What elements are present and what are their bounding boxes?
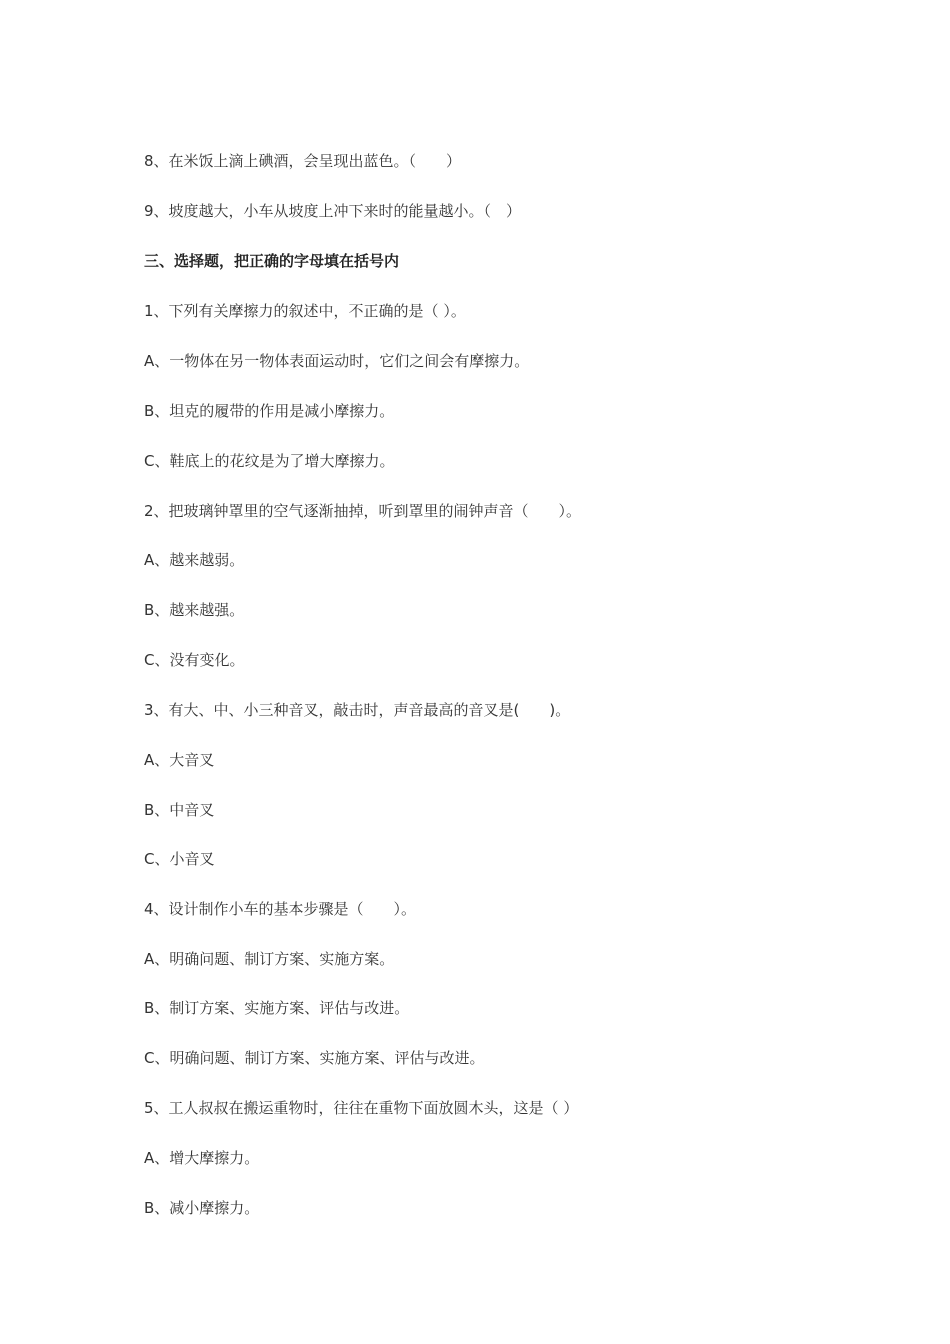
- question-1-option-c: C、鞋底上的花纹是为了增大摩擦力。: [144, 452, 395, 470]
- question-5-option-a: A、增大摩擦力。: [144, 1149, 260, 1167]
- question-2-option-b: B、越来越强。: [144, 601, 245, 619]
- question-2: 2、把玻璃钟罩里的空气逐渐抽掉，听到罩里的闹钟声音（ ）。: [144, 502, 582, 520]
- question-true-false-8: 8、在米饭上滴上碘酒，会呈现出蓝色。（ ）: [144, 152, 462, 170]
- section-heading: 三、选择题，把正确的字母填在括号内: [144, 252, 400, 270]
- question-3-option-a: A、大音叉: [144, 751, 215, 769]
- question-3: 3、有大、中、小三种音叉，敲击时，声音最高的音叉是( )。: [144, 701, 571, 719]
- question-5: 5、工人叔叔在搬运重物时，往往在重物下面放圆木头，这是（ ）: [144, 1099, 579, 1117]
- question-1: 1、下列有关摩擦力的叙述中，不正确的是（ ）。: [144, 302, 466, 320]
- question-4-option-b: B、制订方案、实施方案、评估与改进。: [144, 999, 410, 1017]
- question-2-option-a: A、越来越弱。: [144, 551, 245, 569]
- question-4-option-c: C、明确问题、制订方案、实施方案、评估与改进。: [144, 1049, 485, 1067]
- question-3-option-b: B、中音叉: [144, 801, 215, 819]
- question-5-option-b: B、减小摩擦力。: [144, 1199, 260, 1217]
- question-2-option-c: C、没有变化。: [144, 651, 245, 669]
- question-4-option-a: A、明确问题、制订方案、实施方案。: [144, 950, 395, 968]
- question-4: 4、设计制作小车的基本步骤是（ ）。: [144, 900, 417, 918]
- question-3-option-c: C、小音叉: [144, 850, 215, 868]
- question-1-option-b: B、坦克的履带的作用是减小摩擦力。: [144, 402, 395, 420]
- question-true-false-9: 9、坡度越大，小车从坡度上冲下来时的能量越小。（ ）: [144, 202, 522, 220]
- question-1-option-a: A、一物体在另一物体表面运动时，它们之间会有摩擦力。: [144, 352, 530, 370]
